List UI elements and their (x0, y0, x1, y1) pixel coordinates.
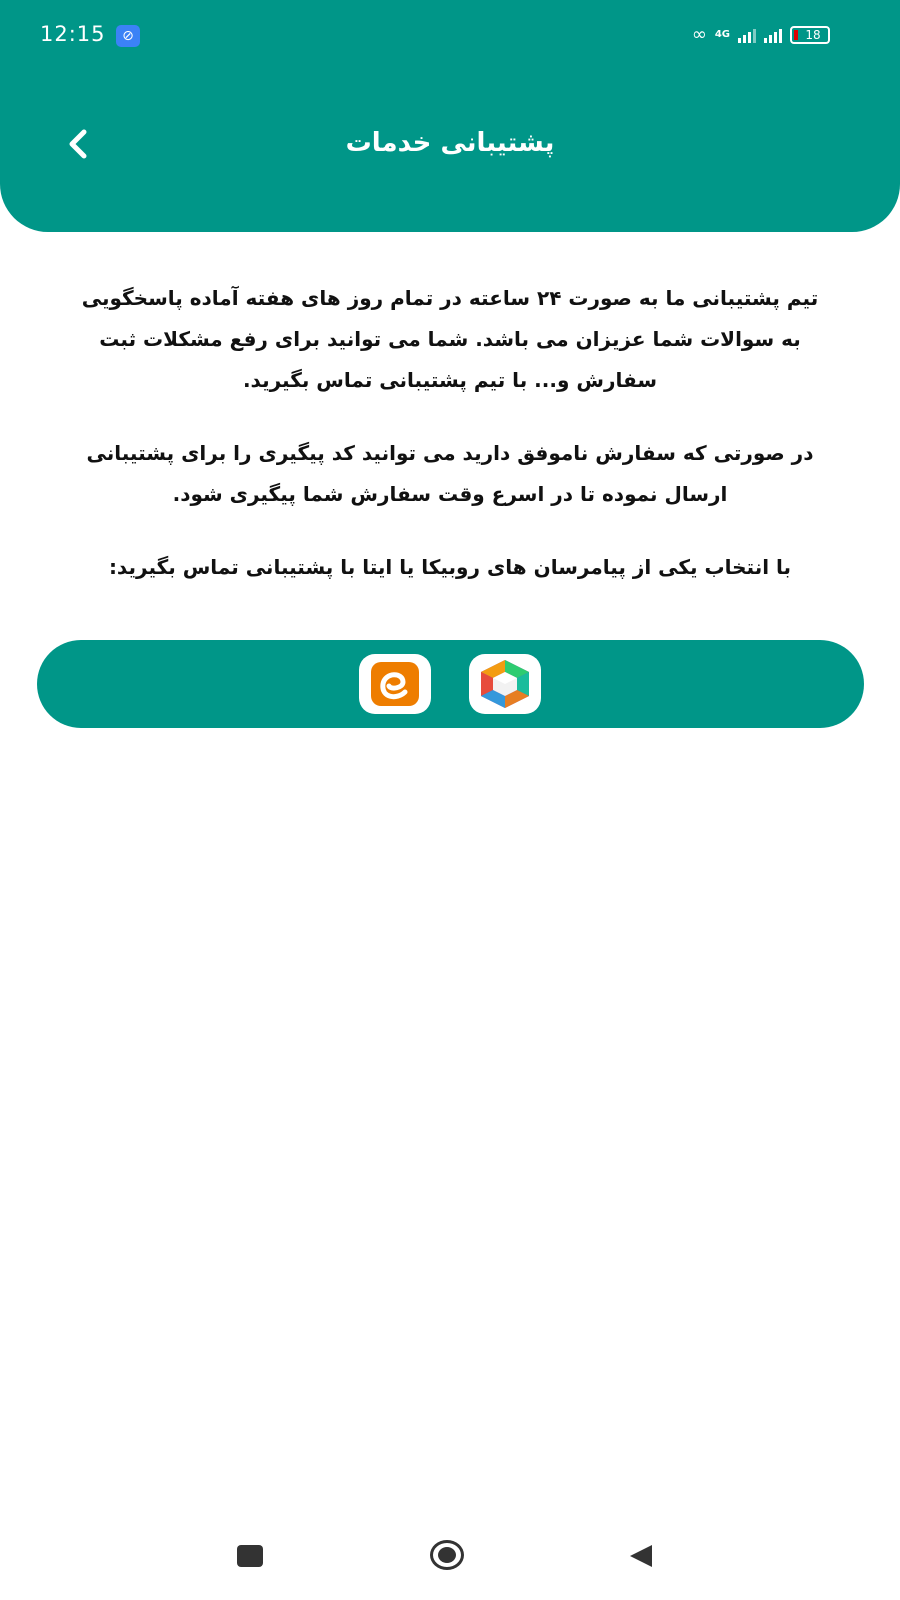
paragraph-choose-messenger: با انتخاب یکی از پیامرسان های روبیکا یا ایتا با پشتیبانی تماس بگیرید: (108, 555, 792, 579)
link-app-icon: ⊘ (116, 25, 140, 47)
home-button[interactable] (430, 1540, 464, 1570)
battery-icon: 18 (790, 26, 830, 44)
paragraph-failed-order: در صورتی که سفارش ناموفق دارید می توانید کد پیگیری را برای پشتیبانی ارسال نموده تا در اسرع وقت سفارش شما پیگیری شود. (86, 441, 814, 506)
rubika-icon (477, 658, 533, 710)
hotspot-icon: ∞ (691, 24, 707, 45)
recent-apps-button[interactable] (237, 1545, 263, 1567)
status-bar (0, 22, 900, 52)
signal-icon-2 (764, 27, 782, 43)
eitaa-icon (371, 662, 419, 706)
signal-icon (738, 27, 756, 43)
back-nav-button[interactable] (628, 1543, 654, 1569)
home-icon (438, 1547, 456, 1563)
eitaa-button[interactable] (359, 654, 431, 714)
page-title: پشتیبانی خدمات (345, 128, 555, 158)
network-type: 4G (714, 29, 730, 40)
app-header (0, 0, 900, 232)
rubika-button[interactable] (469, 654, 541, 714)
paragraph-availability: تیم پشتیبانی ما به صورت ۲۴ ساعته در تمام روز های هفته آماده پاسخگویی به سوالات شما عزیزان می باشد. شما می توانید برای رفع مشکلات ثبت سفارش و... با تیم پشتیبانی تماس بگیرید. (81, 286, 819, 392)
messenger-bar (37, 640, 864, 728)
status-time: 12:15 (40, 22, 106, 46)
system-nav-bar (0, 1530, 900, 1600)
support-description (70, 278, 830, 620)
